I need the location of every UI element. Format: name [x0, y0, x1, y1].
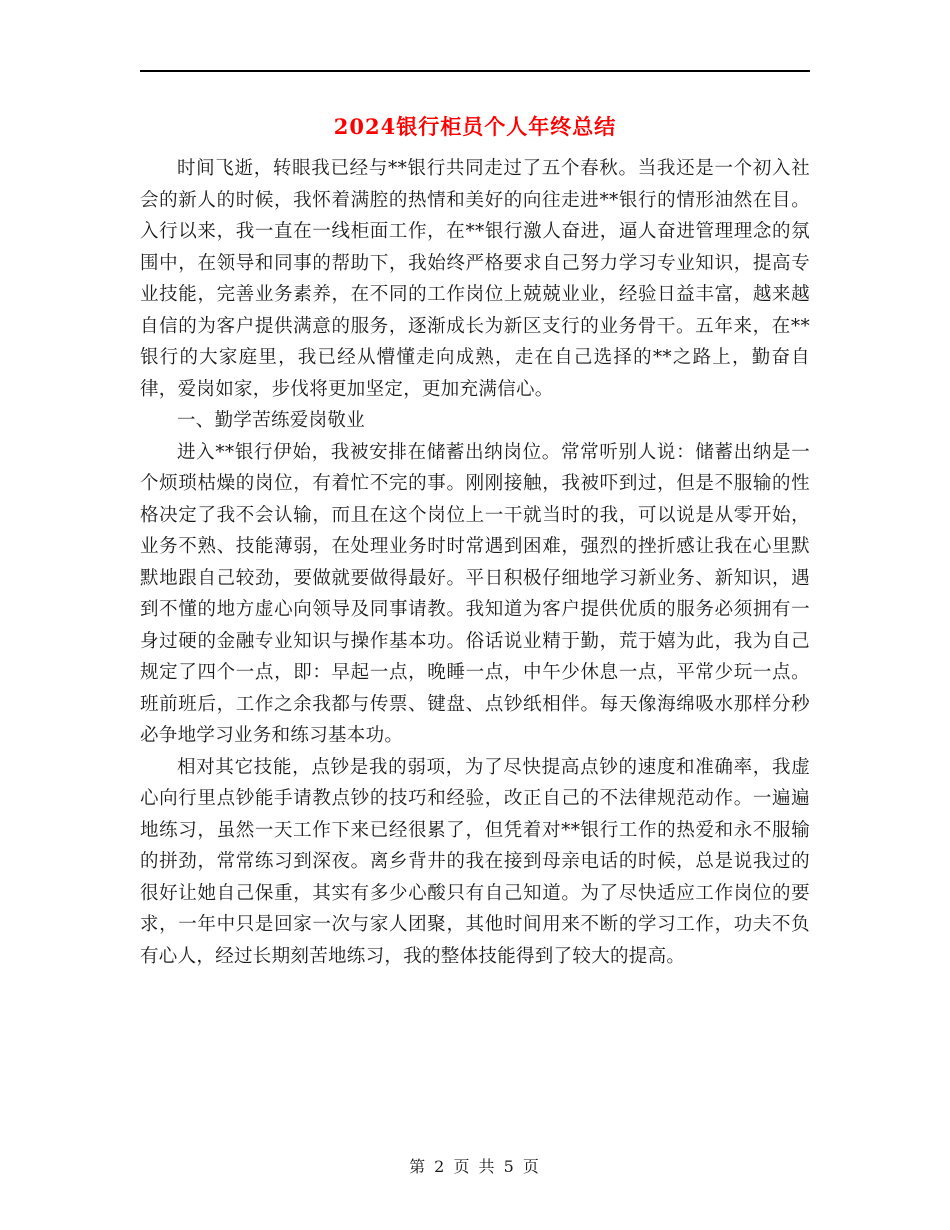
paragraph-counting-skill: 相对其它技能，点钞是我的弱项，为了尽快提高点钞的速度和准确率，我虚心向行里点钞能手请教点钞的技巧和经验，改正自己的不法律规范动作。一遍遍地练习，虽然一天工作下来已经很累了，但凭着对**银行工作的热爱和永不服输的拼劲，常常练习到深夜。离乡背井的我在接到母亲电话的时候，总是说我过的很好让她自己保重，其实有多少心酸只有自己知道。为了尽快适应工作岗位的要求，一年中只是回家一次与家人团聚，其他时间用来不断的学习工作，功夫不负有心人，经过长期刻苦地练习，我的整体技能得到了较大的提高。	[140, 756, 810, 967]
document-body	[140, 153, 810, 972]
paragraph-cashier-post: 进入**银行伊始，我被安排在储蓄出纳岗位。常常听别人说：储蓄出纳是一个烦琐枯燥的岗位，有着忙不完的事。刚刚接触，我被吓到过，但是不服输的性格决定了我不会认输，而且在这个岗位上一干就当时的我，可以说是从零开始，业务不熟、技能薄弱，在处理业务时时常遇到困难，强烈的挫折感让我在心里默默地跟自己较劲，要做就要做得最好。平日积极仔细地学习新业务、新知识，遇到不懂的地方虚心向领导及同事请教。我知道为客户提供优质的服务必须拥有一身过硬的金融专业知识与操作基本功。俗话说业精于勤，荒于嬉为此，我为自己规定了四个一点，即：早起一点，晚睡一点，中午少休息一点，平常少玩一点。班前班后，工作之余我都与传票、键盘、点钞纸相伴。每天像海绵吸水那样分秒必争地学习业务和练习基本功。	[140, 441, 810, 746]
header-rule	[140, 70, 810, 72]
page-number: 第 2 页 共 5 页	[409, 1157, 541, 1176]
document-title: 2024银行柜员个人年终总结	[333, 114, 617, 139]
section-heading: 一、勤学苦练爱岗敬业	[177, 410, 366, 431]
paragraph-intro: 时间飞逝，转眼我已经与**银行共同走过了五个春秋。当我还是一个初入社会的新人的时候，我怀着满腔的热情和美好的向往走进**银行的情形油然在目。入行以来，我一直在一线柜面工作，在**银行激人奋进，逼人奋进管理理念的氛围中，在领导和同事的帮助下，我始终严格要求自己努力学习专业知识，提高专业技能，完善业务素养，在不同的工作岗位上兢兢业业，经验日益丰富，越来越自信的为客户提供满意的服务，逐渐成长为新区支行的业务骨干。五年来，在**银行的大家庭里，我已经从懵懂走向成熟，走在自己选择的**之路上，勤奋自律，爱岗如家，步伐将更加坚定，更加充满信心。	[140, 158, 810, 400]
